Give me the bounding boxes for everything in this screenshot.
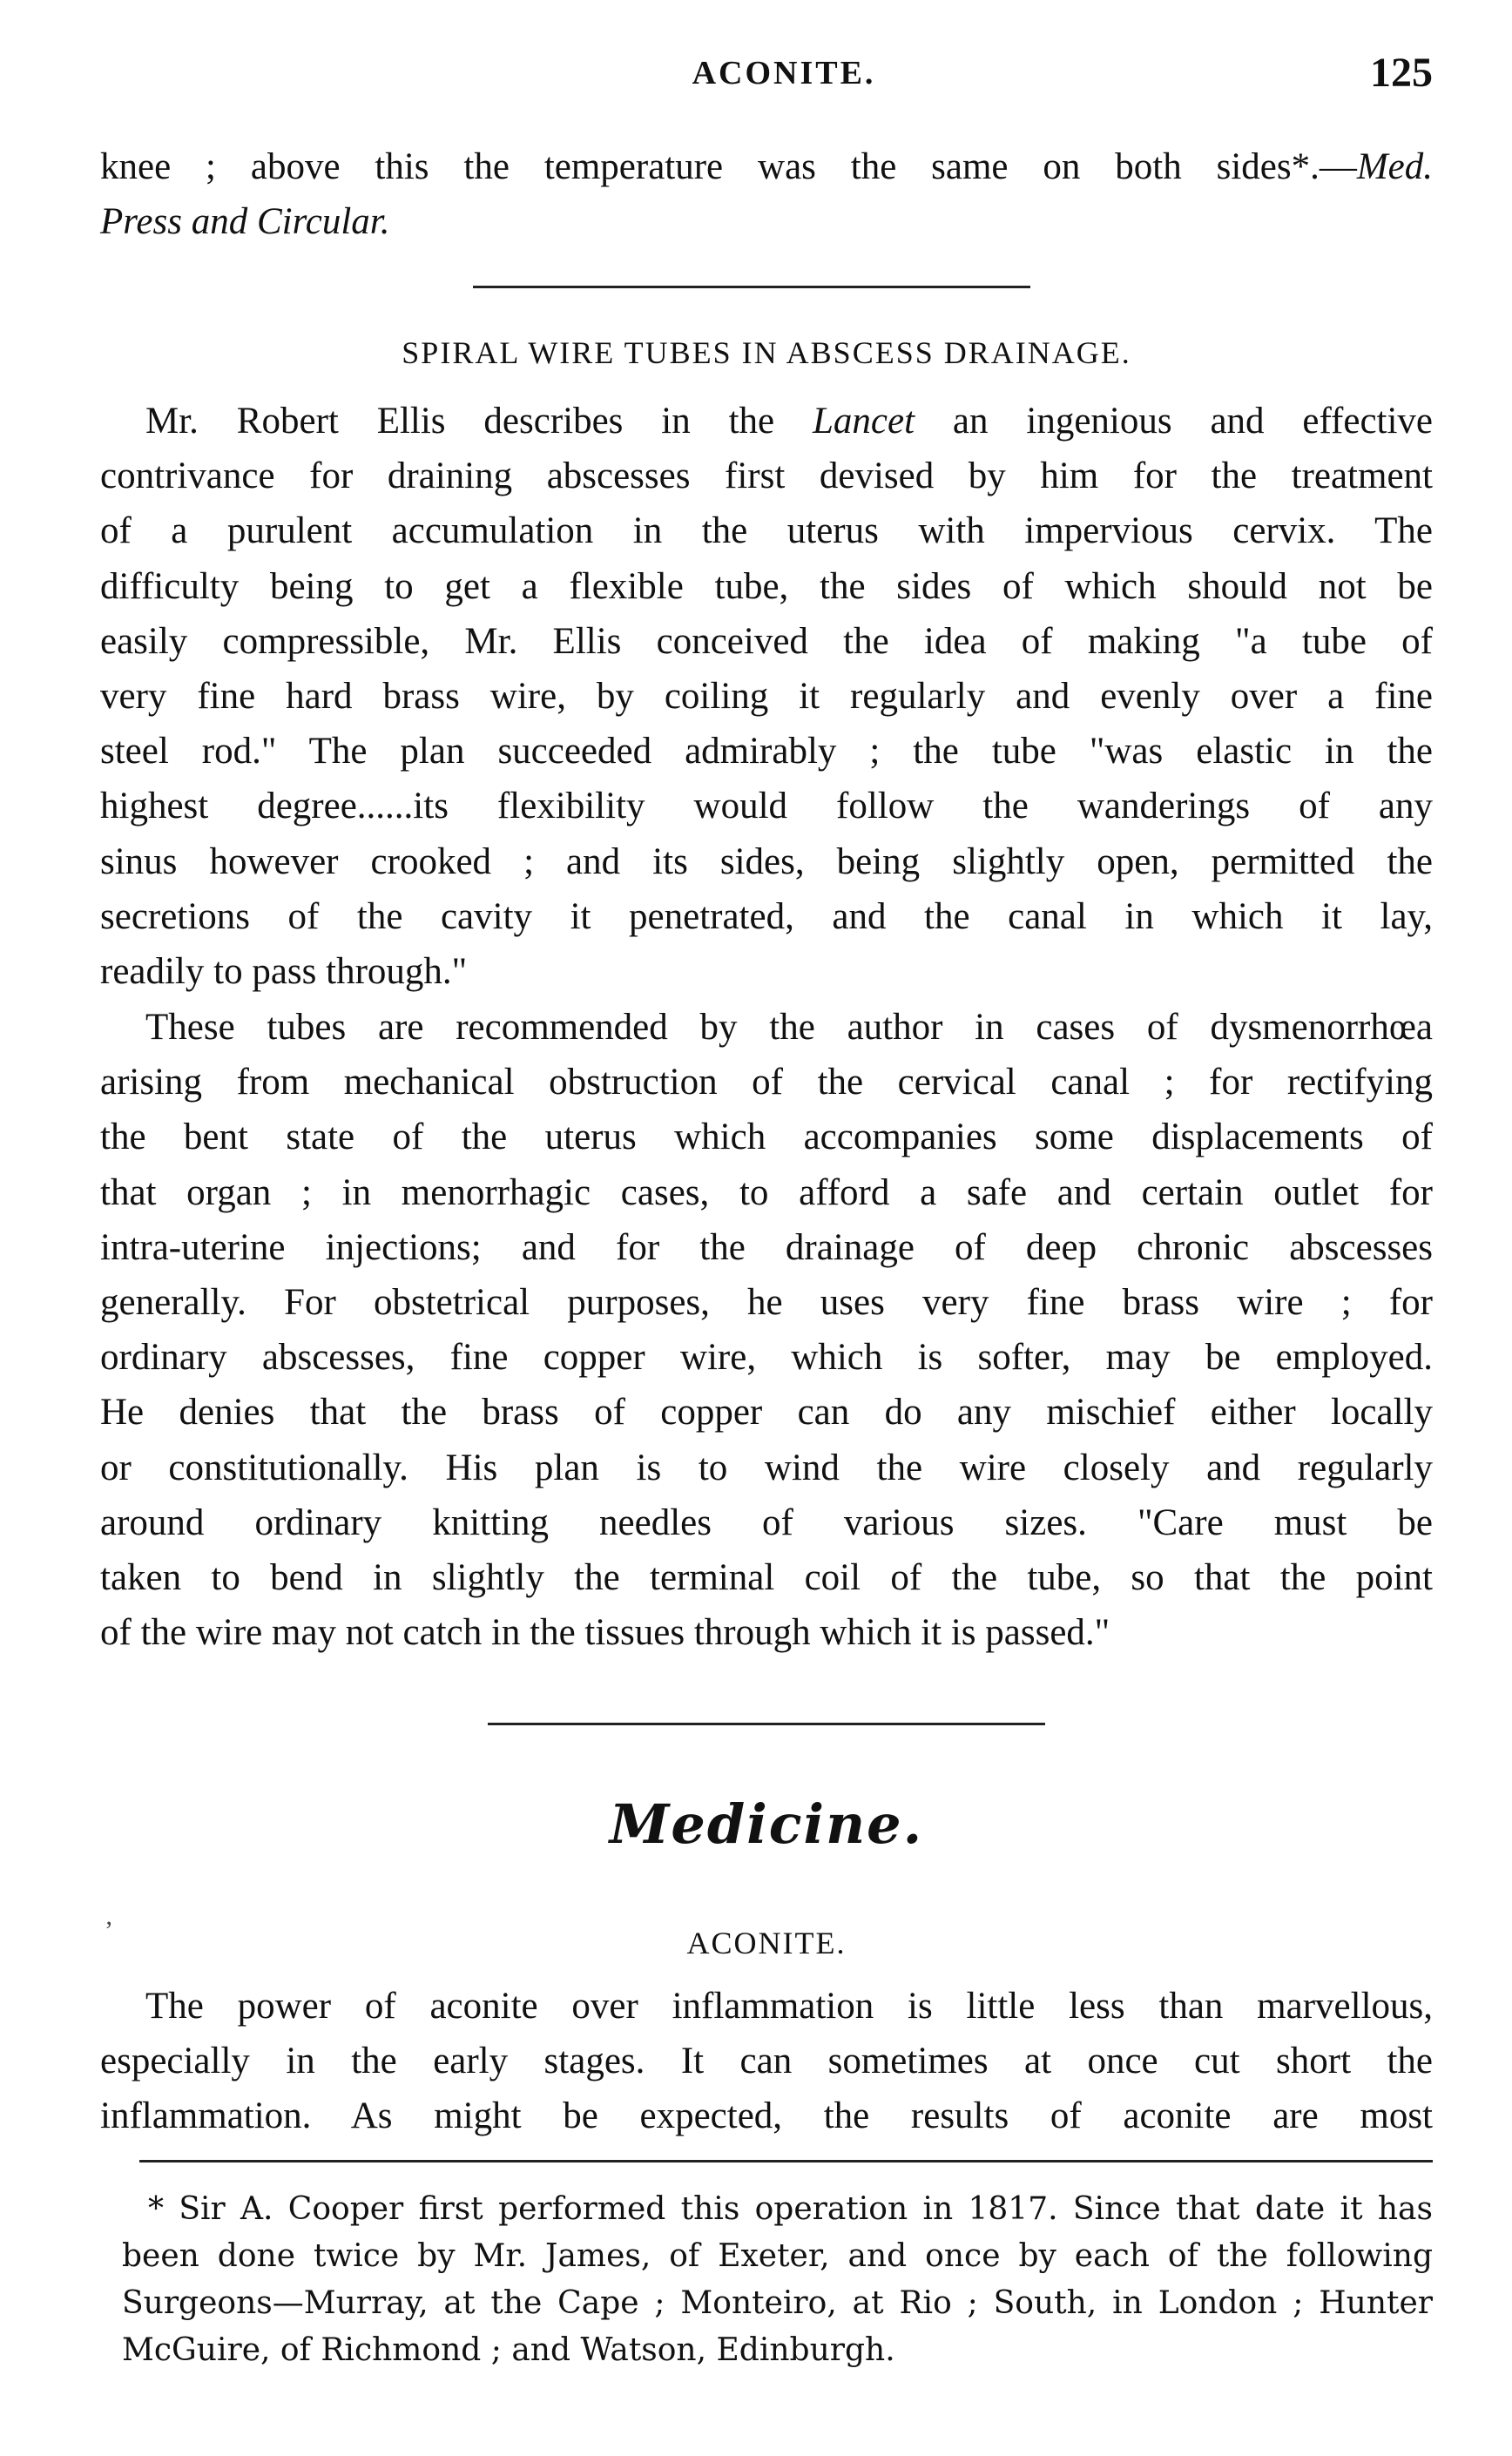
paragraph-line: of the wire may not catch in the tissues through which it is passed." — [100, 1612, 1110, 1654]
paragraph-line: These tubes are recommended by the author in cases of dysmenorrhœa — [145, 1007, 1433, 1048]
journal-name-italic-part1: Med. — [1356, 146, 1433, 187]
footnote-line: McGuire, of Richmond ; and Watson, Edinburgh. — [122, 2332, 895, 2368]
paragraph-spiral-wire-2 — [100, 1000, 1433, 1660]
line-text: Mr. Robert Ellis describes in the — [145, 401, 813, 442]
footnote-line: been done twice by Mr. James, of Exeter, and once by each of the following — [122, 2238, 1433, 2274]
paragraph-line: highest degree......its flexibility would follow the wanderings of any — [100, 786, 1433, 827]
footnote-rule — [139, 2160, 1433, 2162]
section-heading-spiral-wire: SPIRAL WIRE TUBES IN ABSCESS DRAINAGE. — [402, 335, 1131, 370]
paragraph-spiral-wire-1 — [100, 394, 1433, 999]
paragraph-line — [100, 394, 1433, 449]
paragraph-line: readily to pass through." — [100, 951, 468, 993]
paragraph-line: of a purulent accumulation in the uterus with impervious cervix. The — [100, 510, 1433, 552]
paragraph-line: taken to bend in slightly the terminal coil of the tube, so that the point — [100, 1557, 1433, 1599]
paragraph-line: arising from mechanical obstruction of the cervical canal ; for rectifying — [100, 1062, 1433, 1103]
paragraph-aconite — [100, 1979, 1433, 2144]
paragraph-line: steel rod." The plan succeeded admirably ; the tube "was elastic in the — [100, 731, 1433, 773]
blackletter-heading-medicine: Medicine. — [609, 1792, 924, 1856]
subheading-aconite: ACONITE. — [686, 1926, 847, 1960]
paragraph-line: generally. For obstetrical purposes, he uses very fine brass wire ; for — [100, 1282, 1433, 1324]
lancet-italic: Lancet — [813, 401, 915, 442]
paragraph-line: that organ ; in menorrhagic cases, to afford a safe and certain outlet for — [100, 1171, 1433, 1213]
paragraph-line: or constitutionally. His plan is to wind the wire closely and regularly — [100, 1447, 1433, 1488]
footnote-line: * Sir A. Cooper first performed this operation in 1817. Since that date it has — [148, 2191, 1433, 2227]
paragraph-line: secretions of the cavity it penetrated, and the canal in which it lay, — [100, 895, 1433, 937]
section-divider-rule — [488, 1723, 1045, 1725]
paragraph-line: ordinary abscesses, fine copper wire, which is softer, may be employed. — [100, 1337, 1433, 1379]
running-head — [100, 50, 1433, 106]
continuation-line-1 — [100, 139, 1433, 194]
paragraph-line: around ordinary knitting needles of various sizes. "Care must be — [100, 1501, 1433, 1543]
paragraph-line: inflammation. As might be expected, the results of aconite are most — [100, 2095, 1433, 2137]
journal-name-italic-part2: Press — [100, 201, 192, 243]
paragraph-line: easily compressible, Mr. Ellis conceived the idea of making "a tube of — [100, 620, 1433, 662]
paragraph-line: very fine hard brass wire, by coiling it regularly and evenly over a fine — [100, 676, 1433, 718]
paragraph-line: especially in the early stages. It can sometimes at once cut short the — [100, 2041, 1433, 2082]
paragraph-line: He denies that the brass of copper can do any mischief either locally — [100, 1392, 1433, 1434]
footnote — [122, 2186, 1433, 2374]
continuation-line-1-text: knee ; above this the temperature was the same on both sides*.— — [100, 146, 1357, 187]
running-title: ACONITE. — [692, 55, 876, 91]
paragraph-line: intra-uterine injections; and for the drainage of deep chronic abscesses — [100, 1226, 1433, 1268]
paragraph-line: sinus however crooked ; and its sides, being slightly open, permitted the — [100, 840, 1433, 882]
paragraph-line: contrivance for draining abscesses first devised by him for the treatment — [100, 455, 1433, 497]
stray-print-mark: ’ — [105, 1916, 113, 1945]
paragraph-line: The power of aconite over inflammation is little less than marvellous, — [145, 1986, 1433, 2027]
paragraph-line: difficulty being to get a flexible tube, the sides of which should not be — [100, 565, 1433, 607]
footnote-line: Surgeons—Murray, at the Cape ; Monteiro, at Rio ; South, in London ; Hunter — [122, 2285, 1433, 2321]
continuation-line-2 — [100, 194, 1433, 249]
line-text: an ingenious and effective — [915, 401, 1434, 442]
page-number: 125 — [1370, 50, 1433, 96]
paragraph-line: the bent state of the uterus which accompanies some displacements of — [100, 1117, 1433, 1158]
continuation-paragraph — [100, 139, 1433, 249]
continuation-line-2-text: and Circular. — [191, 201, 390, 243]
section-divider-rule — [473, 286, 1030, 288]
